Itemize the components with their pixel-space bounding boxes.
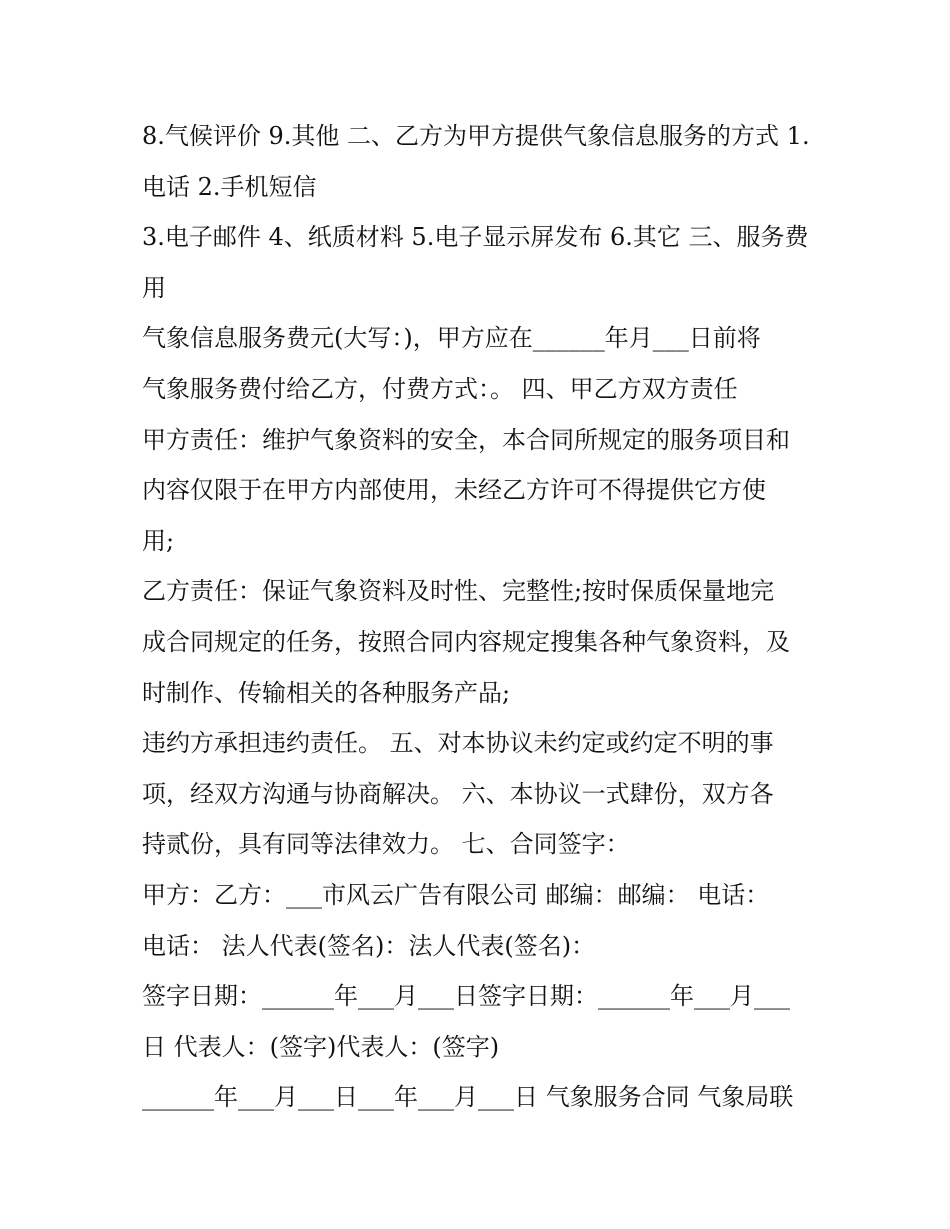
text-line-14: 项，经双方沟通与协商解决。 六、本协议一式肆份，双方各 (142, 779, 774, 808)
text-line-9: 用; (142, 526, 175, 555)
text-line-20: ______年___月___日___年___月___日 气象服务合同 气象局联 (142, 1083, 794, 1112)
text-line-7: 甲方责任：维护气象资料的安全，本合同所规定的服务项目和 (142, 425, 790, 454)
text-line-10: 乙方责任：保证气象资料及时性、完整性;按时保质保量地完 (142, 577, 775, 606)
text-line-3: 3.电子邮件 4、纸质材料 5.电子显示屏发布 6.其它 三、服务费 (142, 223, 809, 252)
text-line-4: 用 (142, 273, 166, 302)
text-line-13: 违约方承担违约责任。 五、对本协议未约定或约定不明的事 (142, 729, 774, 758)
text-line-8: 内容仅限于在甲方内部使用，未经乙方许可不得提供它方使 (142, 476, 766, 505)
text-line-11: 成合同规定的任务，按照合同内容规定搜集各种气象资料，及 (142, 627, 790, 656)
text-line-15: 持贰份，具有同等法律效力。 七、合同签字： (142, 830, 630, 859)
text-line-2: 电话 2.手机短信 (142, 172, 317, 201)
contract-text-block (142, 111, 822, 1123)
text-line-19: 日 代表人：(签字)代表人：(签字) (142, 1032, 500, 1061)
text-line-12: 时制作、传输相关的各种服务产品; (142, 678, 511, 707)
text-line-18: 签字日期：______年___月___日签字日期：______年___月___ (142, 982, 790, 1011)
text-line-17: 电话： 法人代表(签名)：法人代表(签名)： (142, 931, 596, 960)
text-line-6: 气象服务费付给乙方，付费方式：。 四、甲乙方双方责任 (142, 374, 738, 403)
text-line-16: 甲方：乙方：___市风云广告有限公司 邮编：邮编： 电话： (142, 880, 770, 909)
text-line-5: 气象信息服务费元(大写：)，甲方应在______年月___日前将 (142, 324, 761, 353)
text-line-1: 8.气候评价 9.其他 二、乙方为甲方提供气象信息服务的方式 1. (142, 122, 810, 150)
